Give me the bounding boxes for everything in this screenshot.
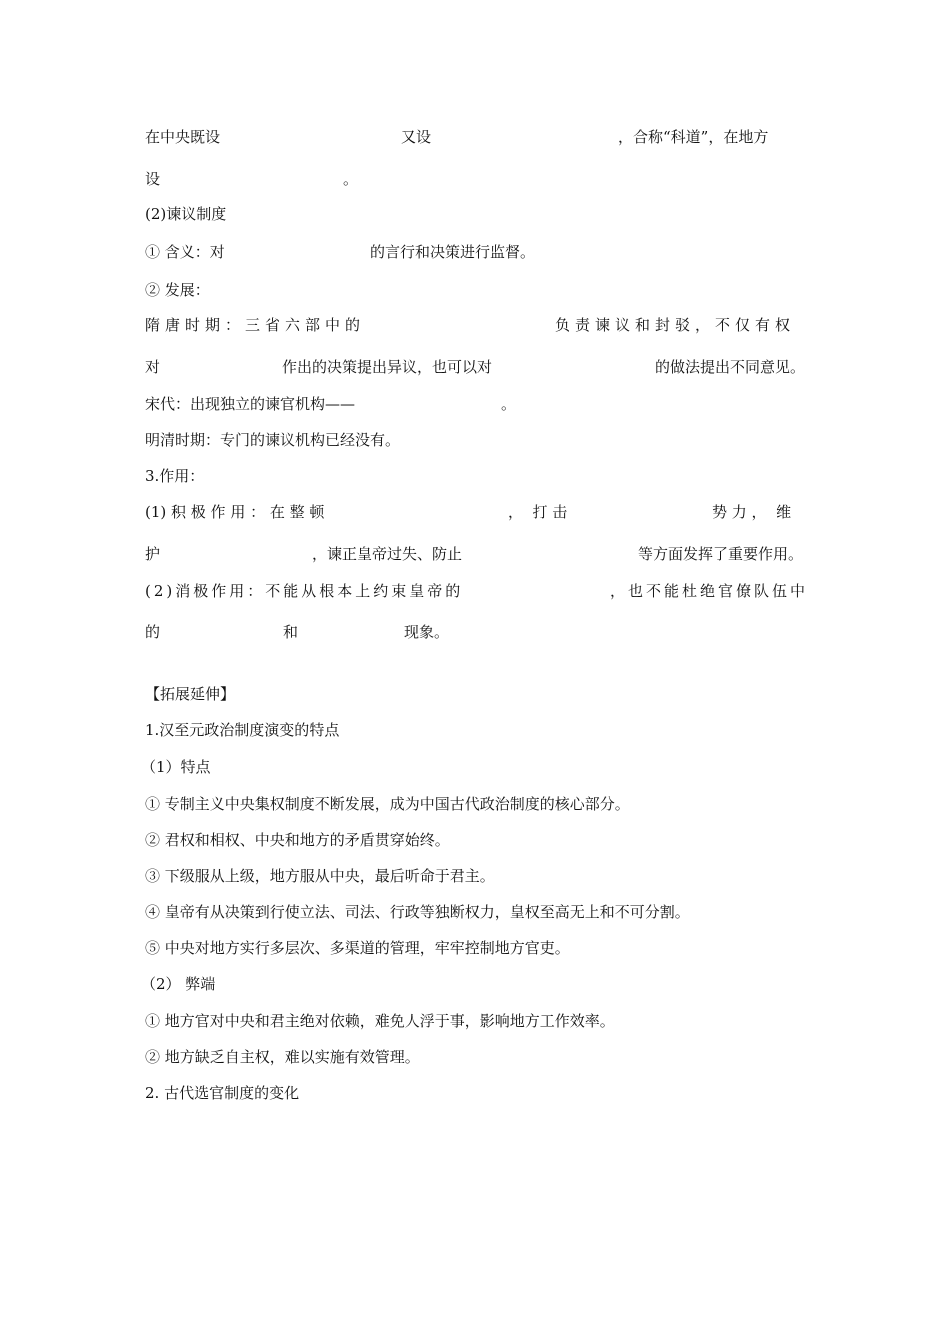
text-fragment: ，也不能杜绝官僚队伍中 <box>610 582 809 600</box>
text-line: 宋代：出现独立的谏官机构—— <box>145 395 356 413</box>
list-item: ④ 皇帝有从决策到行使立法、司法、行政等独断权力，皇权至高无上和不可分割。 <box>145 903 690 921</box>
list-item: ① 地方官对中央和君主绝对依赖，难免人浮于事，影响地方工作效率。 <box>145 1012 615 1030</box>
subsection-title: （1）特点 <box>141 758 211 776</box>
text-line: 隋唐时期：三省六部中的 <box>145 316 366 334</box>
text-line: 明清时期：专门的谏议机构已经没有。 <box>145 431 401 449</box>
text-line: (1) 积 极 作 用 ： 在 整 顿 <box>145 503 325 521</box>
text-line: 在中央既设 <box>145 128 221 146</box>
extension-heading: 【拓展延伸】 <box>145 685 236 703</box>
text-fragment: 负责谏议和封驳，不仅有权 <box>555 316 796 334</box>
list-item: ② 地方缺乏自主权，难以实施有效管理。 <box>145 1048 420 1066</box>
text-line: 的 <box>145 623 161 641</box>
text-fragment: 。 <box>501 395 517 413</box>
list-item: ⑤ 中央对地方实行多层次、多渠道的管理，牢牢控制地方官吏。 <box>145 939 570 957</box>
text-fragment: ， 打 击 <box>508 503 568 521</box>
text-line: ① 含义：对 <box>145 243 225 261</box>
text-fragment: 等方面发挥了重要作用。 <box>638 545 804 563</box>
text-fragment: ，合称“科道”，在地方 <box>618 128 769 146</box>
section-title: (2)谏议制度 <box>145 205 227 223</box>
text-line: 对 <box>145 358 161 376</box>
text-fragment: 作出的决策提出异议，也可以对 <box>282 358 493 376</box>
text-fragment: 的言行和决策进行监督。 <box>370 243 536 261</box>
text-fragment: 和 <box>283 623 299 641</box>
list-item: ③ 下级服从上级，地方服从中央，最后听命于君主。 <box>145 867 495 885</box>
text-line: ② 发展： <box>145 281 210 299</box>
text-fragment: 又设 <box>401 128 432 146</box>
text-fragment: 现象。 <box>404 623 450 641</box>
section-title: 2. 古代选官制度的变化 <box>145 1084 300 1102</box>
section-title: 3.作用： <box>145 467 205 485</box>
text-fragment: 。 <box>343 170 359 188</box>
text-fragment: 的做法提出不同意见。 <box>655 358 806 376</box>
list-item: ② 君权和相权、中央和地方的矛盾贯穿始终。 <box>145 831 450 849</box>
text-line: (2)消极作用：不能从根本上约束皇帝的 <box>145 582 464 600</box>
list-item: ① 专制主义中央集权制度不断发展，成为中国古代政治制度的核心部分。 <box>145 795 630 813</box>
text-fragment: ，谏正皇帝过失、防止 <box>312 545 463 563</box>
text-line: 设 <box>145 170 161 188</box>
section-title: 1.汉至元政治制度演变的特点 <box>145 721 340 739</box>
text-line: 护 <box>145 545 161 563</box>
subsection-title: （2） 弊端 <box>141 975 216 993</box>
text-fragment: 势 力 ， 维 <box>712 503 792 521</box>
